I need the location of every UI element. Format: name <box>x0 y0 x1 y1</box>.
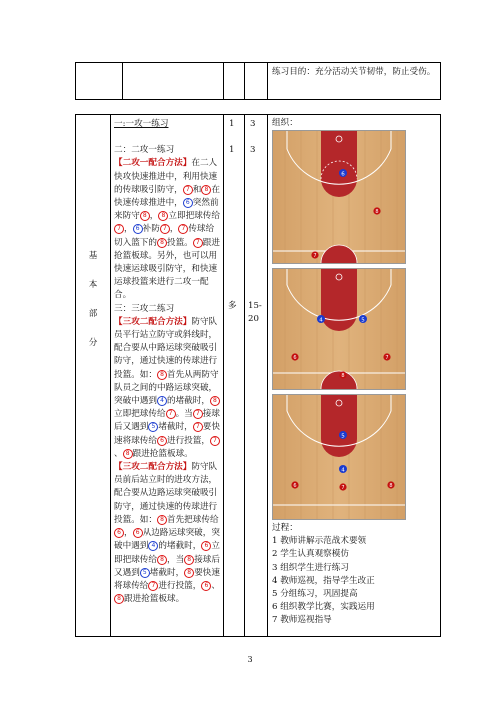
text-run: 立即把球传给 <box>168 211 220 222</box>
circled-number-red: 8 <box>201 185 211 195</box>
times-c: 多 <box>228 301 237 311</box>
text-run: 。当 <box>175 409 193 420</box>
circled-number-red: 8 <box>184 555 194 565</box>
page-number: 3 <box>247 655 253 664</box>
court-diagram-3 <box>272 394 406 520</box>
text-run: 防守队员平行站立防守或斜线时，配合要从中路运球突破吸引防守，通过快速的传球进行投篮。如： <box>114 316 218 380</box>
text-run: ， <box>149 211 159 222</box>
org-label: 组织： <box>272 118 298 128</box>
circled-number-red: 8 <box>157 515 167 525</box>
para-three-on-two-b <box>114 461 220 606</box>
circled-number-red: 8 <box>184 568 194 578</box>
times-b: 1 <box>229 145 235 155</box>
text-run: ，当 <box>166 554 185 565</box>
training-goal-text: 练习目的：充分活动关节韧带，防止受伤。 <box>272 67 436 77</box>
text-run: 接球后又遇到 <box>114 409 220 433</box>
circled-number-red: 8 <box>157 238 167 248</box>
text-run: 首先把球传给 <box>166 514 219 525</box>
svg-text:8: 8 <box>341 373 345 379</box>
count-c: 15-20 <box>248 301 262 325</box>
svg-text:5: 5 <box>361 317 365 324</box>
text-run: 进行投篮， <box>166 435 210 446</box>
circled-number-red: 8 <box>158 211 168 221</box>
text-run: 突然前来防守 <box>114 198 219 222</box>
text-run: 的堵截时， <box>158 541 202 552</box>
circled-number-red: 8 <box>114 594 124 604</box>
circled-number-red: 7 <box>193 409 203 419</box>
process-step: 6 组织教学比赛，实践运用 <box>272 602 375 613</box>
svg-text:6: 6 <box>293 483 297 489</box>
svg-text:8: 8 <box>389 483 393 489</box>
text-run: 跟进抢篮板球。 <box>124 594 185 605</box>
method-title: 【二攻一配合方法】 <box>114 158 192 169</box>
circled-number-blue: 6 <box>133 224 143 234</box>
text-run: 投篮。 <box>166 237 193 248</box>
process-section <box>272 522 438 628</box>
circled-number-red: 8 <box>123 449 133 459</box>
svg-text:7: 7 <box>385 355 389 361</box>
text-run: 进行投篮， <box>158 580 202 591</box>
process-label: 过程： <box>272 523 298 533</box>
section-label: 基 本 部 分 <box>88 251 98 348</box>
text-run: 和 <box>192 184 202 195</box>
circled-number-red: 8 <box>210 396 220 406</box>
circled-number-red: 6 <box>201 541 211 551</box>
svg-text:5: 5 <box>341 433 345 440</box>
circled-number-red: 8 <box>157 555 167 565</box>
text-run: 、 <box>114 448 123 459</box>
circled-number-red: 7 <box>114 224 124 234</box>
svg-text:6: 6 <box>293 355 297 361</box>
svg-text:7: 7 <box>313 253 317 259</box>
circled-number-red: 8 <box>157 370 167 380</box>
process-step: 2 学生认真观察模仿 <box>272 549 349 560</box>
heading-three-on-two: 三：三攻二练习 <box>114 303 175 314</box>
svg-text:4: 4 <box>319 317 323 324</box>
times-a: 1 <box>229 119 235 129</box>
text-run: ， <box>124 528 133 539</box>
content-column <box>114 118 220 606</box>
heading-one-on-one: 一:一攻一练习 <box>114 119 169 129</box>
court-diagram-1 <box>272 130 406 264</box>
svg-text:7: 7 <box>341 485 345 491</box>
circled-number-red: 6 <box>114 528 124 538</box>
svg-text:8: 8 <box>375 209 379 215</box>
text-run: 在快速传球推进中， <box>114 184 220 209</box>
text-run: 要快速将球传给 <box>114 422 220 446</box>
circled-number-blue: 6 <box>183 198 193 208</box>
text-run: 的堵截时， <box>166 396 210 407</box>
method-title: 【三攻二配合方法】 <box>114 462 192 473</box>
circled-number-red: 6 <box>157 436 167 446</box>
text-run: 传球给切入篮下的 <box>114 224 215 248</box>
circled-number-red: 6 <box>133 528 143 538</box>
svg-text:4: 4 <box>341 467 345 474</box>
text-run: 立即把球传给 <box>114 409 166 420</box>
text-run: ， <box>169 224 179 235</box>
svg-text:6: 6 <box>341 171 345 178</box>
text-run: 在二人快攻快速推进中，利用快速的传球吸引防守， <box>114 158 218 195</box>
text-run: 、 <box>211 580 220 591</box>
method-title: 【三攻二配合方法】 <box>114 316 192 327</box>
text-run: 跟进抢篮板球。 <box>132 448 193 459</box>
court-2-svg <box>273 269 405 389</box>
process-step: 3 组织学生进行练习 <box>272 562 349 573</box>
process-step: 4 教师巡视，指导学生改正 <box>272 575 375 586</box>
count-a: 3 <box>250 119 256 129</box>
circled-number-red: 7 <box>183 185 193 195</box>
circled-number-red: 7 <box>160 224 170 234</box>
circled-number-blue: 4 <box>148 541 158 551</box>
circled-number-red: 7 <box>210 436 220 446</box>
text-run: 首先从两防守队员之间的中路运球突破，突破中遇到 <box>114 369 219 407</box>
circled-number-blue: 4 <box>157 396 167 406</box>
text-run: ， <box>124 224 133 235</box>
text-run: 防守队员前后站立时的进攻方法，配合要从边路运球突破吸引防守，通过快速的传球进行投篮。如： <box>114 462 218 525</box>
text-run: 立即把球传给 <box>114 541 220 565</box>
court-1-svg <box>273 131 405 263</box>
process-step: 5 分组练习，巩固提高 <box>272 589 358 600</box>
circled-number-red: 6 <box>201 581 211 591</box>
text-run: 跟进抢篮板球。另外，也可以用快速运球吸引防守，和快速运球投篮来进行二攻一配合。 <box>114 237 220 301</box>
process-step: 1 教师讲解示范战术要领 <box>272 536 367 547</box>
para-two-on-one <box>114 157 220 302</box>
text-run: 接球后又遇到 <box>114 554 220 578</box>
heading-two-on-one: 二：二攻一练习 <box>114 145 175 156</box>
para-three-on-two-a <box>114 316 220 461</box>
circled-number-red: 7 <box>193 422 203 432</box>
text-run: 堵截时， <box>149 567 185 578</box>
circled-number-blue: 5 <box>140 568 150 578</box>
text-run: 补防 <box>142 224 160 235</box>
text-run: 从边路运球突破，突破中遇到 <box>114 528 220 552</box>
circled-number-red: 8 <box>140 211 150 221</box>
count-b: 3 <box>250 145 256 155</box>
circled-number-red: 7 <box>178 224 188 234</box>
text-run: 堵截时， <box>158 422 193 433</box>
circled-number-blue: 5 <box>148 422 158 432</box>
circled-number-red: 7 <box>193 238 203 248</box>
text-run: 要快速将球传给 <box>114 567 220 591</box>
circled-number-red: 7 <box>148 581 158 591</box>
process-step: 7 教师巡视指导 <box>272 615 332 626</box>
court-diagram-2 <box>272 268 406 390</box>
circled-number-red: 7 <box>166 409 176 419</box>
court-3-svg <box>273 395 405 519</box>
